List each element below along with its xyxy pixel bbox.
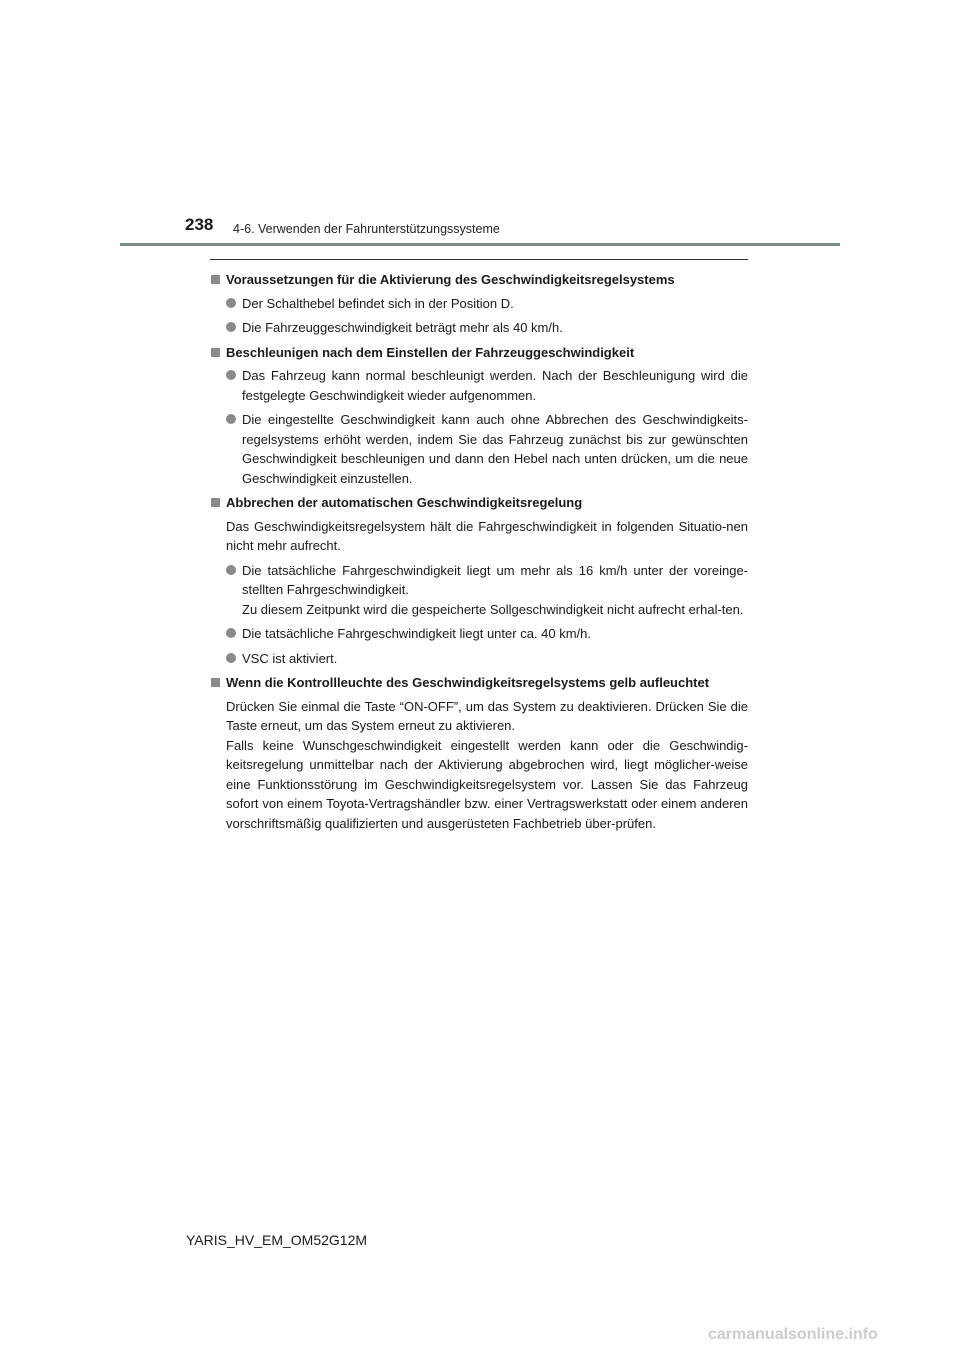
circle-bullet-icon <box>226 628 236 638</box>
circle-bullet-icon <box>226 565 236 575</box>
section-heading <box>210 343 748 363</box>
bullet-item <box>226 624 748 644</box>
content-rule <box>210 259 748 260</box>
bullet-text: Die Fahrzeuggeschwindigkeit beträgt mehr als 40 km/h. <box>242 320 563 335</box>
content-body <box>210 270 748 838</box>
circle-bullet-icon <box>226 322 236 332</box>
heading-text: Wenn die Kontrollleuchte des Geschwindigkeitsregelsystems gelb aufleuchtet <box>226 675 710 690</box>
section-indicator <box>210 673 748 833</box>
circle-bullet-icon <box>226 370 236 380</box>
section-acceleration <box>210 343 748 489</box>
square-bullet-icon <box>211 348 220 357</box>
bullet-item <box>226 294 748 314</box>
section-heading <box>210 270 748 290</box>
heading-text: Voraussetzungen für die Aktivierung des Geschwindigkeitsregelsystems <box>226 272 675 287</box>
bullet-item <box>226 410 748 488</box>
bullet-text: Der Schalthebel befindet sich in der Position D. <box>242 295 514 311</box>
bullet-note: Zu diesem Zeitpunkt wird die gespeicherte Sollgeschwindigkeit nicht aufrecht erhal-ten. <box>242 601 744 617</box>
paragraph: Falls keine Wunschgeschwindigkeit eingestellt werden kann oder die Geschwindig-keitsregelung unmittelbar nach der Aktivierung abgebrochen wird, liegt möglicher-weise eine Funktionsstörung im Geschwindigkeitsregelsystem vor. Lassen Sie das Fahrzeug sofort von einem Toyota-Vertragshändler bzw. einer Vertragswerkstatt oder einem anderen vorschriftsmäßig qualifizierten und ausgerüsteten Fachbetrieb über-prüfen. <box>226 737 748 831</box>
bullet-item <box>226 561 748 620</box>
bullet-text: VSC ist aktiviert. <box>242 650 338 666</box>
bullet-text: Die tatsächliche Fahrgeschwindigkeit liegt um mehr als 16 km/h unter der voreinge-stellten Fahrgeschwindigkeit. <box>242 562 748 597</box>
section-heading <box>210 673 748 693</box>
circle-bullet-icon <box>226 414 236 424</box>
section-heading <box>210 493 748 513</box>
circle-bullet-icon <box>226 653 236 663</box>
bullet-item <box>226 649 748 669</box>
section-intro: Das Geschwindigkeitsregelsystem hält die Fahrgeschwindigkeit in folgenden Situatio-nen nicht mehr aufrecht. <box>226 518 748 553</box>
bullet-text: Das Fahrzeug kann normal beschleunigt werden. Nach der Beschleunigung wird die festgelegte Geschwindigkeit wieder aufgenommen. <box>242 368 748 403</box>
square-bullet-icon <box>211 498 220 507</box>
bullet-item <box>226 318 748 338</box>
circle-bullet-icon <box>226 298 236 308</box>
square-bullet-icon <box>211 275 220 284</box>
section-cancellation <box>210 493 748 668</box>
bullet-text: Die eingestellte Geschwindigkeit kann auch ohne Abbrechen des Geschwindigkeits-regelsystems erhöht werden, indem Sie das Fahrzeug zunächst bis zur gewünschten Geschwindigkeit beschleunigen und dann den Hebel nach unten drücken, um die neue Geschwindigkeit einzustellen. <box>242 412 748 486</box>
bullet-item <box>226 366 748 405</box>
page-number: 238 <box>185 215 214 234</box>
bullet-text: Die tatsächliche Fahrgeschwindigkeit liegt unter ca. 40 km/h. <box>242 626 592 641</box>
section-requirements <box>210 270 748 338</box>
paragraph: Drücken Sie einmal die Taste “ON-OFF”, um das System zu deaktivieren. Drücken Sie die Taste erneut, um das System erneut zu aktivieren. <box>226 698 748 733</box>
section-title: 4-6. Verwenden der Fahrunterstützungssysteme <box>233 222 500 236</box>
heading-text: Abbrechen der automatischen Geschwindigkeitsregelung <box>226 495 583 510</box>
heading-text: Beschleunigen nach dem Einstellen der Fahrzeuggeschwindigkeit <box>226 344 635 360</box>
square-bullet-icon <box>211 678 220 687</box>
header-rule <box>120 243 840 246</box>
document-code: YARIS_HV_EM_OM52G12M <box>186 1232 368 1248</box>
watermark: carmanualsonline.info <box>708 1326 878 1343</box>
